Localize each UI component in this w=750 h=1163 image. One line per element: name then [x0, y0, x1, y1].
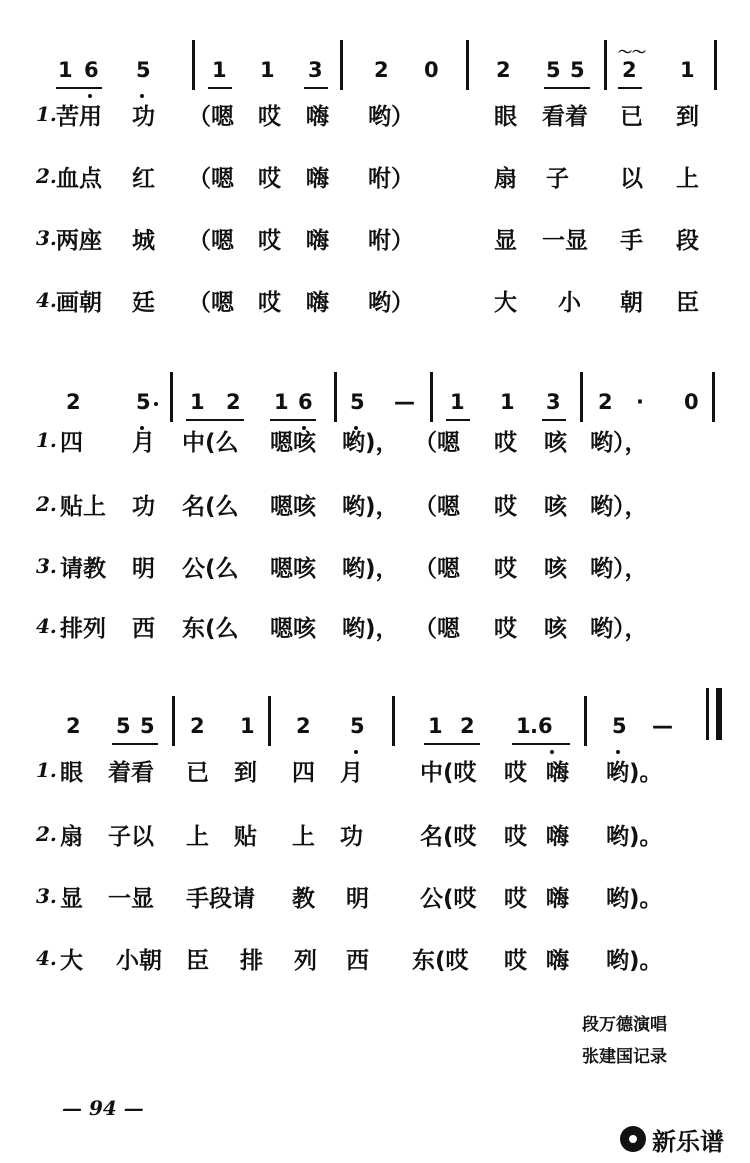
lyric-word: 哟)。: [606, 886, 663, 912]
lyric-line: [0, 884, 750, 924]
lyric-word: 手段请: [186, 886, 255, 912]
verse-number: 1.: [36, 758, 57, 782]
lyric-line: [0, 226, 750, 266]
note: 5: [350, 390, 365, 414]
lyric-word: 哎: [494, 556, 517, 582]
lyric-word: 哟），: [590, 494, 648, 520]
lyric-word: 扇: [494, 166, 517, 192]
lyric-word: 上: [186, 824, 209, 850]
barline: [714, 40, 717, 90]
barline: [340, 40, 343, 90]
barline: [170, 372, 173, 422]
note: 3: [308, 58, 323, 82]
lyric-word: 哟）: [368, 290, 414, 316]
lyric-word: 哎: [258, 104, 281, 130]
lyric-line: [0, 614, 750, 654]
verse-number: 3.: [36, 884, 57, 908]
lyric-word: 哎: [258, 290, 281, 316]
lyric-word: 哎: [494, 616, 517, 642]
verse-number: 4.: [36, 288, 57, 312]
lyric-word: 哟)。: [606, 948, 663, 974]
lyric-word: 嗨: [546, 824, 569, 850]
lyric-word: 扇: [60, 824, 83, 850]
barline: [268, 696, 271, 746]
lyric-word: 哟)。: [606, 824, 663, 850]
lyric-line: [0, 758, 750, 798]
note: 0: [684, 390, 699, 414]
note: 6: [84, 58, 99, 82]
lyric-word: 西: [132, 616, 155, 642]
lyric-word: 一显: [108, 886, 154, 912]
lyric-word: 哟），: [590, 616, 648, 642]
lyric-word: （嗯: [414, 430, 460, 456]
lyric-word: 哎: [258, 166, 281, 192]
note: 1: [58, 58, 73, 82]
lyric-word: 小朝: [116, 948, 162, 974]
page-number: — 94 —: [62, 1096, 144, 1120]
barline: [172, 696, 175, 746]
lyric-word: 哟），: [590, 556, 648, 582]
lyric-word: 请教: [60, 556, 106, 582]
note: 2: [622, 58, 637, 82]
verse-number: 4.: [36, 946, 57, 970]
lyric-word: 贴: [234, 824, 257, 850]
lyric-word: 哎: [504, 760, 527, 786]
note: 1: [680, 58, 695, 82]
note: 1: [274, 390, 289, 414]
verse-number: 1.: [36, 102, 57, 126]
lyric-word: 嗨: [306, 166, 329, 192]
lyric-word: 四: [60, 430, 83, 456]
note: 5: [570, 58, 585, 82]
note: 1: [428, 714, 443, 738]
lyric-word: 明: [132, 556, 155, 582]
lyric-line: [0, 428, 750, 468]
lyric-word: 小: [558, 290, 581, 316]
lyric-word: 列: [294, 948, 317, 974]
note: 1: [190, 390, 205, 414]
note: 1: [500, 390, 515, 414]
lyric-word: 两座: [56, 228, 102, 254]
lyric-word: 一显: [542, 228, 588, 254]
final-barline: [716, 688, 722, 740]
note: —: [394, 390, 415, 414]
notation-line: [0, 696, 750, 756]
lyric-word: 苦用: [56, 104, 102, 130]
notation-line: 1 6 5 1 1 3 2 0 2 5 5 〜〜 2 1: [0, 40, 750, 100]
lyric-word: 哎: [494, 430, 517, 456]
barline: [466, 40, 469, 90]
lyric-word: 名(么: [182, 494, 239, 520]
lyric-word: （嗯: [414, 556, 460, 582]
lyric-word: 手: [620, 228, 643, 254]
lyric-word: 大: [494, 290, 517, 316]
note: 1: [260, 58, 275, 82]
verse-number: 4.: [36, 614, 57, 638]
barline: [334, 372, 337, 422]
lyric-word: 哟)，: [342, 430, 399, 456]
lyric-word: 红: [132, 166, 155, 192]
lyric-word: 到: [676, 104, 699, 130]
lyric-word: 咐）: [368, 166, 414, 192]
note: 5: [546, 58, 561, 82]
note: 5: [136, 390, 151, 414]
lyric-word: 廷: [132, 290, 155, 316]
lyric-word: 嗯咳: [270, 616, 316, 642]
lyric-word: 上: [676, 166, 699, 192]
lyric-word: 功: [340, 824, 363, 850]
lyric-word: 名(哎: [420, 824, 477, 850]
lyric-word: 嗨: [306, 228, 329, 254]
lyric-word: 咳: [544, 430, 567, 456]
verse-number: 2.: [36, 822, 57, 846]
lyric-line: [0, 164, 750, 204]
lyric-word: 显: [60, 886, 83, 912]
lyric-word: （嗯: [414, 494, 460, 520]
lyric-word: 嗨: [306, 290, 329, 316]
lyric-word: 功: [132, 104, 155, 130]
lyric-word: 嗨: [306, 104, 329, 130]
note: ·: [636, 390, 644, 414]
lyric-word: 嗨: [546, 886, 569, 912]
lyric-word: 臣: [676, 290, 699, 316]
barline: [430, 372, 433, 422]
lyric-word: 哎: [504, 948, 527, 974]
note: 1: [516, 714, 531, 738]
barline: [580, 372, 583, 422]
note: 1: [240, 714, 255, 738]
logo-text: 新乐谱: [652, 1127, 724, 1156]
lyric-line: [0, 554, 750, 594]
lyric-word: 嗯咳: [270, 430, 316, 456]
lyric-word: 子以: [108, 824, 154, 850]
note: 2: [226, 390, 241, 414]
lyric-word: 咳: [544, 494, 567, 520]
lyric-word: 段: [676, 228, 699, 254]
lyric-word: 月: [132, 430, 155, 456]
lyric-word: 哎: [258, 228, 281, 254]
lyric-word: 上: [292, 824, 315, 850]
lyric-word: 哟)，: [342, 494, 399, 520]
notation-line: [0, 372, 750, 432]
note: —: [652, 714, 673, 738]
recorder-credit: 张建国记录: [582, 1047, 667, 1067]
lyric-word: 朝: [620, 290, 643, 316]
lyric-word: （嗯: [188, 166, 234, 192]
note: 2: [460, 714, 475, 738]
note: 0: [424, 58, 439, 82]
lyric-word: 城: [132, 228, 155, 254]
lyric-word: 哟），: [590, 430, 648, 456]
lyric-word: 西: [346, 948, 369, 974]
barline: [584, 696, 587, 746]
lyric-word: 看着: [542, 104, 588, 130]
lyric-word: 子: [546, 166, 569, 192]
verse-number: 2.: [36, 164, 57, 188]
lyric-word: 嗨: [546, 760, 569, 786]
lyric-word: 哟)。: [606, 760, 663, 786]
note: 5: [350, 714, 365, 738]
note: 5: [136, 58, 151, 82]
lyric-word: 臣: [186, 948, 209, 974]
lyric-word: 明: [346, 886, 369, 912]
note: 2: [190, 714, 205, 738]
lyric-word: （嗯: [188, 290, 234, 316]
note: 2: [598, 390, 613, 414]
lyric-word: 月: [340, 760, 363, 786]
lyric-word: 血点: [56, 166, 102, 192]
lyric-word: 哎: [494, 494, 517, 520]
lyric-word: 嗯咳: [270, 556, 316, 582]
lyric-word: 已: [620, 104, 643, 130]
lyric-line: [0, 492, 750, 532]
lyric-word: 哟）: [368, 104, 414, 130]
lyric-line: [0, 288, 750, 328]
note: 2: [496, 58, 511, 82]
lyric-word: （嗯: [188, 228, 234, 254]
lyric-word: 眼: [60, 760, 83, 786]
note: 1: [212, 58, 227, 82]
verse-number: 1.: [36, 428, 57, 452]
note: 2: [296, 714, 311, 738]
lyric-word: 已: [186, 760, 209, 786]
lyric-word: 排列: [60, 616, 106, 642]
lyric-word: 咳: [544, 616, 567, 642]
verse-number: 2.: [36, 492, 57, 516]
lyric-word: 嗨: [546, 948, 569, 974]
lyric-word: 公(么: [182, 556, 239, 582]
lyric-word: 排: [240, 948, 263, 974]
lyric-word: 咐）: [368, 228, 414, 254]
lyric-word: 贴上: [60, 494, 106, 520]
lyric-word: 到: [234, 760, 257, 786]
lyric-word: 哎: [504, 886, 527, 912]
note: 5: [140, 714, 155, 738]
lyric-word: 大: [60, 948, 83, 974]
lyric-word: 中(哎: [420, 760, 477, 786]
lyric-word: 以: [620, 166, 643, 192]
site-logo: [620, 1122, 724, 1156]
lyric-word: 东(哎: [412, 948, 469, 974]
verse-number: 3.: [36, 226, 57, 250]
lyric-word: 教: [292, 886, 315, 912]
barline: [392, 696, 395, 746]
note: 1: [450, 390, 465, 414]
note: 5: [116, 714, 131, 738]
barline: [604, 40, 607, 90]
barline: [706, 688, 709, 740]
barline: [192, 40, 195, 90]
record-icon: [620, 1126, 646, 1152]
lyric-word: 哟)，: [342, 616, 399, 642]
note: 5: [612, 714, 627, 738]
lyric-word: 中(么: [182, 430, 239, 456]
lyric-word: 东(么: [182, 616, 239, 642]
lyric-word: 哎: [504, 824, 527, 850]
note: 2: [66, 390, 81, 414]
lyric-line: [0, 102, 750, 142]
lyric-word: 嗯咳: [270, 494, 316, 520]
note: 2: [374, 58, 389, 82]
lyric-word: 着看: [108, 760, 154, 786]
lyric-word: 显: [494, 228, 517, 254]
lyric-word: 四: [292, 760, 315, 786]
singer-credit: 段万德演唱: [582, 1015, 667, 1035]
lyric-word: 画朝: [56, 290, 102, 316]
note: 2: [66, 714, 81, 738]
note: 6: [298, 390, 313, 414]
verse-number: 3.: [36, 554, 57, 578]
note: 3: [546, 390, 561, 414]
lyric-word: （嗯: [188, 104, 234, 130]
lyric-line: [0, 822, 750, 862]
barline: [712, 372, 715, 422]
lyric-word: 功: [132, 494, 155, 520]
lyric-word: 眼: [494, 104, 517, 130]
note: .6: [530, 714, 553, 738]
lyric-word: 咳: [544, 556, 567, 582]
lyric-line: [0, 946, 750, 986]
lyric-word: （嗯: [414, 616, 460, 642]
lyric-word: 哟)，: [342, 556, 399, 582]
lyric-word: 公(哎: [420, 886, 477, 912]
